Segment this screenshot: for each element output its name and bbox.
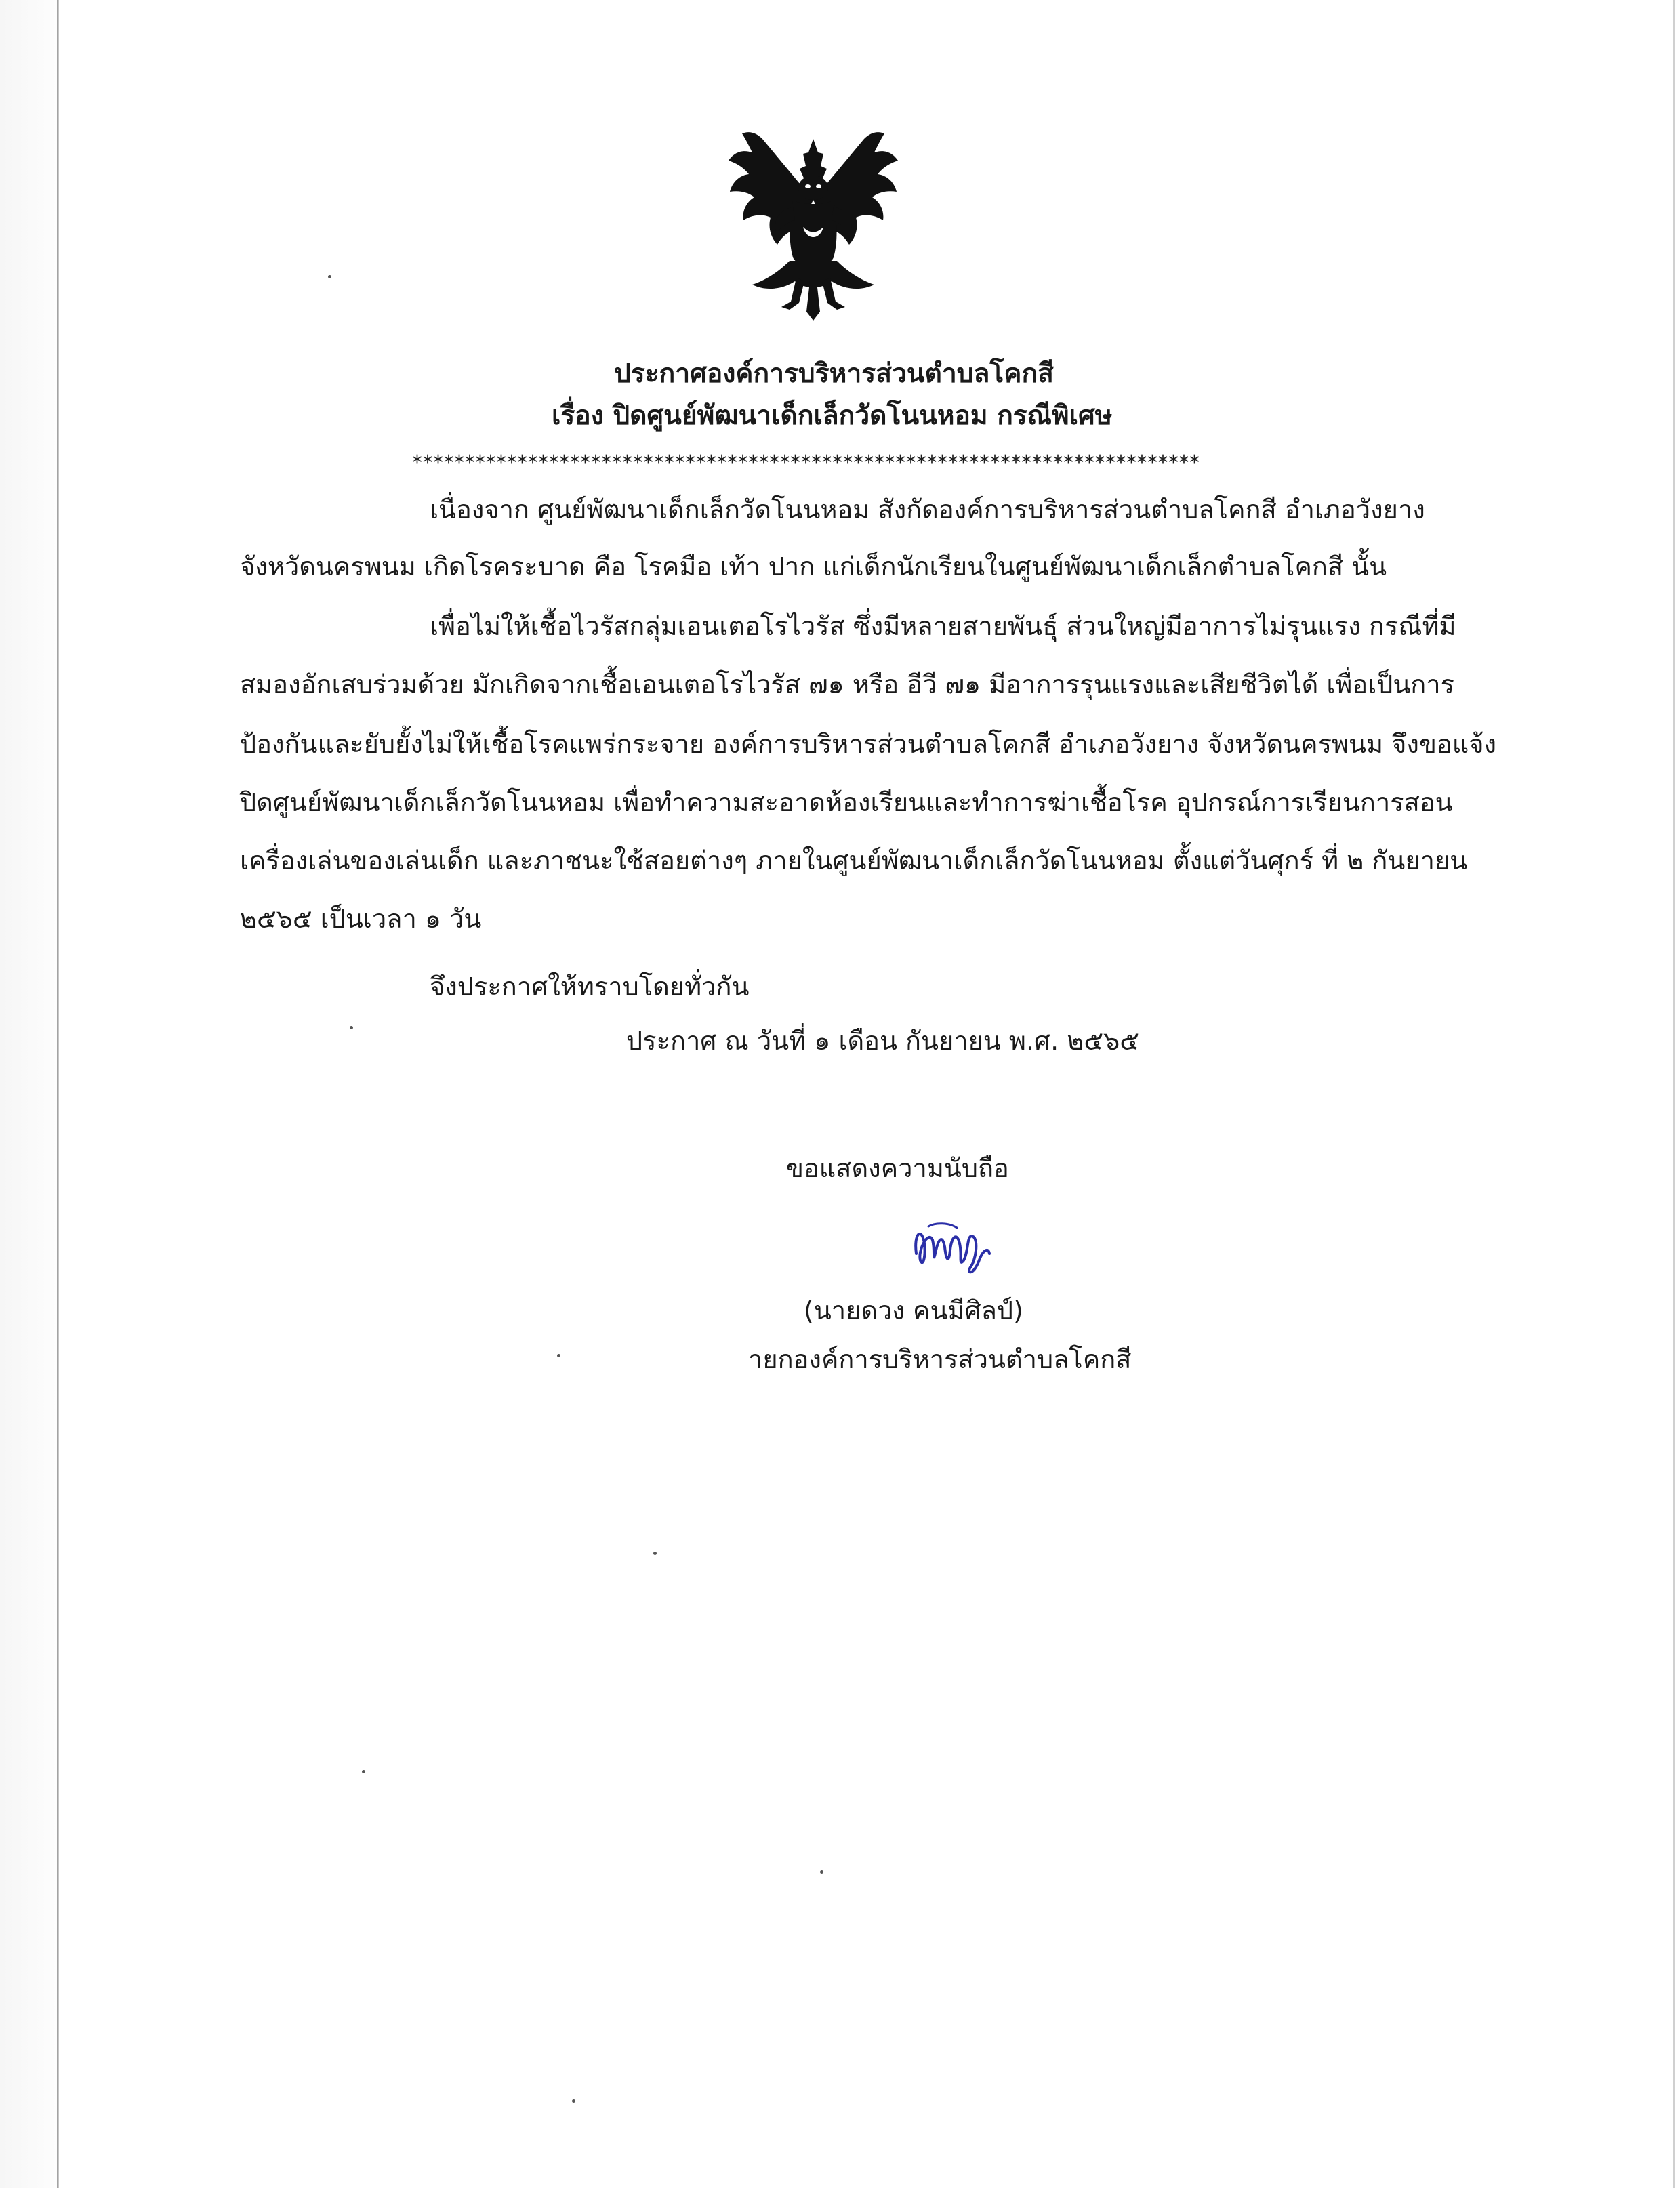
body-line-1: เนื่องจาก ศูนย์พัฒนาเด็กเล็กวัดโนนหอม สังกัดองค์การบริหารส่วนตำบลโคกสี อำเภอวังยาง — [430, 495, 1425, 524]
body-line-4: สมองอักเสบร่วมด้วย มักเกิดจากเชื้อเอนเตอโรไวรัส ๗๑ หรือ อีวี ๗๑ มีอาการรุนแรงและเสียชีวิตได้ เพื่อเป็นการ — [240, 669, 1455, 699]
scan-speck — [328, 275, 331, 278]
body-line-3: เพื่อไม่ให้เชื้อไวรัสกลุ่มเอนเตอโรไวรัส ซึ่งมีหลายสายพันธุ์ ส่วนใหญ่มีอาการไม่รุนแรง กรณีที่มี — [430, 611, 1456, 641]
announcement-date: ประกาศ ณ วันที่ ๑ เดือน กันยายน พ.ศ. ๒๕๖๕ — [626, 1026, 1140, 1056]
closing-statement: จึงประกาศให้ทราบโดยทั่วกัน — [430, 972, 750, 1002]
body-line-2: จังหวัดนครพนม เกิดโรคระบาด คือ โรคมือ เท้า ปาก แก่เด็กนักเรียนในศูนย์พัฒนาเด็กเล็กตำบลโคกสี นั้น — [240, 552, 1387, 581]
scan-speck — [350, 1026, 353, 1029]
body-line-5: ป้องกันและยับยั้งไม่ให้เชื้อโรคแพร่กระจาย องค์การบริหารส่วนตำบลโคกสี อำเภอวังยาง จังหวัดนครพนม จึงขอแจ้ง — [240, 729, 1497, 759]
announcement-subject: เรื่อง ปิดศูนย์พัฒนาเด็กเล็กวัดโนนหอม กรณีพิเศษ — [552, 400, 1113, 431]
signer-name: (นายดวง คนมีศิลป์) — [804, 1296, 1023, 1325]
body-line-6: ปิดศูนย์พัฒนาเด็กเล็กวัดโนนหอม เพื่อทำความสะอาดห้องเรียนและทำการฆ่าเชื้อโรค อุปกรณ์การเรียนการสอน — [240, 787, 1453, 817]
scan-edge-line-right — [1673, 0, 1675, 2188]
scan-speck — [362, 1770, 365, 1773]
scan-margin — [0, 0, 57, 2188]
announcement-title: ประกาศองค์การบริหารส่วนตำบลโคกสี — [614, 358, 1054, 389]
scan-speck — [820, 1870, 823, 1874]
scan-speck — [557, 1354, 560, 1357]
scan-speck — [572, 2099, 575, 2103]
regards-text: ขอแสดงความนับถือ — [786, 1153, 1009, 1183]
signature-icon — [908, 1213, 996, 1281]
garuda-emblem-icon — [715, 119, 911, 322]
scan-edge-line — [57, 0, 59, 2188]
separator-line: *************************************************************************** — [412, 451, 1200, 475]
signer-position: ายกองค์การบริหารส่วนตำบลโคกสี — [748, 1344, 1132, 1374]
scan-speck — [653, 1552, 657, 1555]
body-line-7: เครื่องเล่นของเล่นเด็ก และภาชนะใช้สอยต่างๆ ภายในศูนย์พัฒนาเด็กเล็กวัดโนนหอม ตั้งแต่วันศุกร์ ที่ ๒ กันยายน — [240, 846, 1468, 875]
body-line-8: ๒๕๖๕ เป็นเวลา ๑ วัน — [240, 904, 482, 934]
